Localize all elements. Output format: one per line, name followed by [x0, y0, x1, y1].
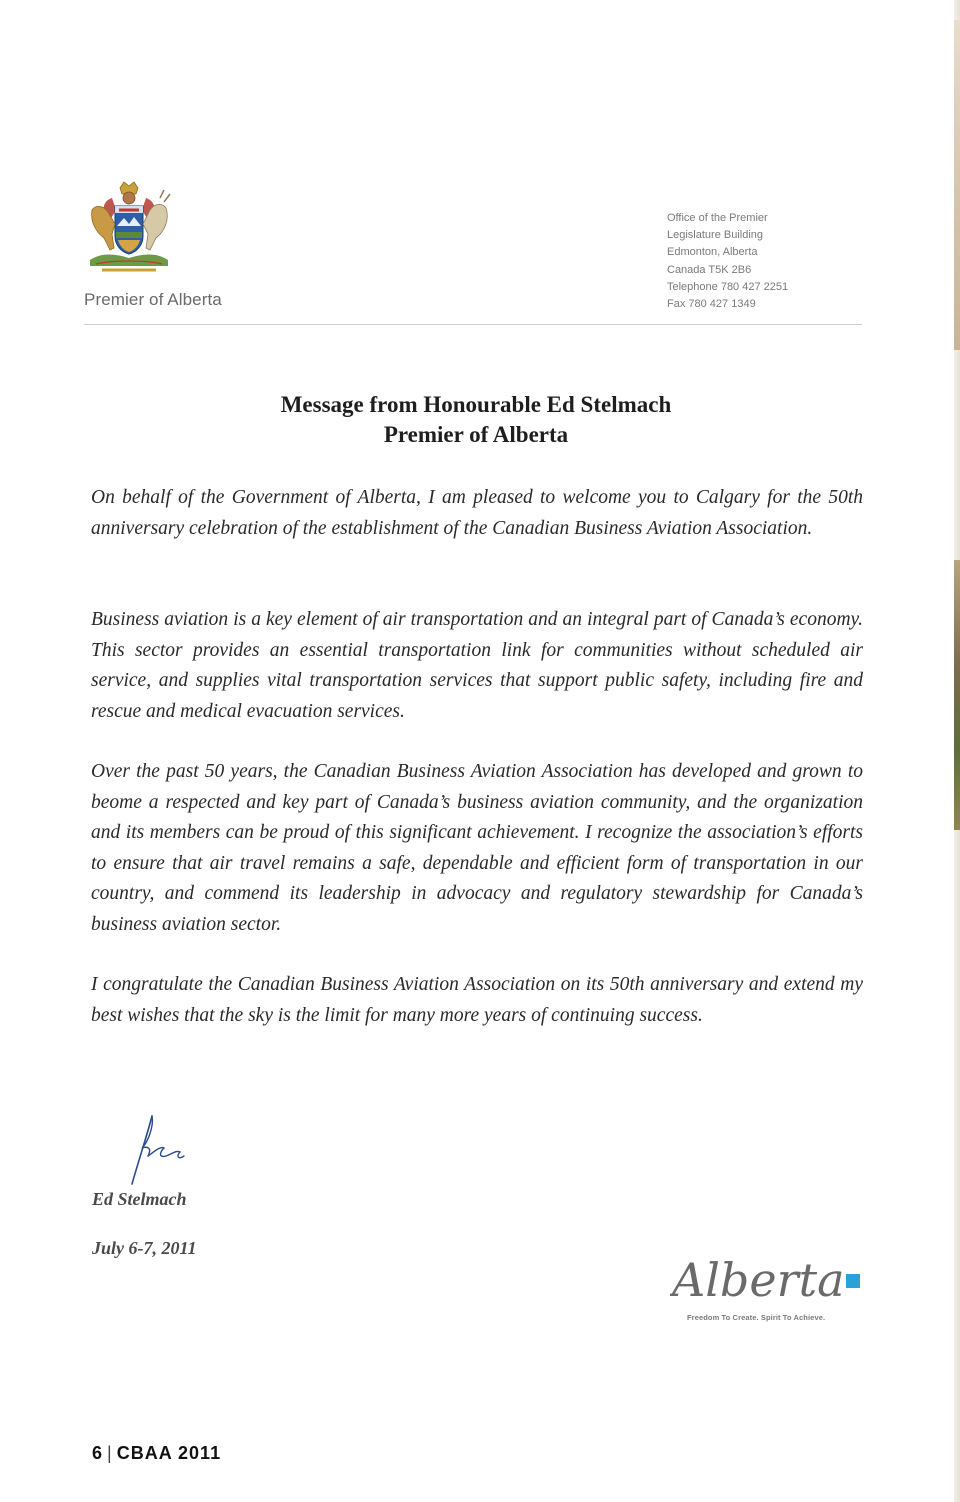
letter-paragraph: Over the past 50 years, the Canadian Business Aviation Association has developed and grown to beome a respected and key part of Canada’s business aviation community, and the organization and its members can be proud of this significant achievement. I recognize the association’s efforts to ensure that air travel remains a safe, dependable and efficient form of transportation in our country, and commend its leadership in advocacy and regulatory stewardship for Canada’s business aviation sector. [91, 761, 863, 935]
page-number: 6 [92, 1443, 104, 1463]
message-subtitle: Premier of Alberta [383, 422, 569, 447]
page-footer [92, 1443, 221, 1464]
address-line: Telephone 780 427 2251 [667, 280, 789, 293]
coat-of-arms-icon [82, 180, 176, 276]
message-title: Message from Honourable Ed Stelmach [280, 392, 672, 417]
publication-name: CBAA 2011 [116, 1443, 222, 1463]
svg-text:Alberta: Alberta [672, 1253, 845, 1307]
address-line: Fax 780 427 1349 [667, 298, 756, 311]
alberta-logo [670, 1246, 870, 1310]
letter-paragraph: I congratulate the Canadian Business Aviation Association on its 50th anniversary and extend my best wishes that the sky is the limit for many more years of continuing success. [91, 974, 863, 1026]
footer-separator: | [107, 1443, 113, 1463]
letter-paragraph: On behalf of the Government of Alberta, I am pleased to welcome you to Calgary for the 50th anniversary celebration of the establishment of the Canadian Business Aviation Association. [91, 487, 863, 539]
signature-date: July 6-7, 2011 [92, 1238, 197, 1258]
letterhead-organization: Premier of Alberta [84, 290, 222, 309]
adjacent-page-edge [954, 0, 960, 1502]
letter-paragraph: Business aviation is a key element of air transportation and an integral part of Canada’s economy. This sector provides an essential transportation link for communities without scheduled air service, and supplies vital transportation services that support public safety, including fire and rescue and medical evacuation services. [91, 609, 863, 722]
handwritten-signature [118, 1112, 198, 1192]
alberta-tagline: Freedom To Create. Spirit To Achieve. [687, 1313, 826, 1322]
letterhead-address [667, 210, 788, 313]
address-line: Canada T5K 2B6 [667, 263, 752, 276]
letterhead-divider [84, 324, 862, 325]
signer-name: Ed Stelmach [92, 1189, 187, 1209]
address-line: Office of the Premier [667, 212, 768, 224]
address-line: Edmonton, Alberta [667, 246, 758, 259]
address-line: Legislature Building [667, 229, 764, 242]
